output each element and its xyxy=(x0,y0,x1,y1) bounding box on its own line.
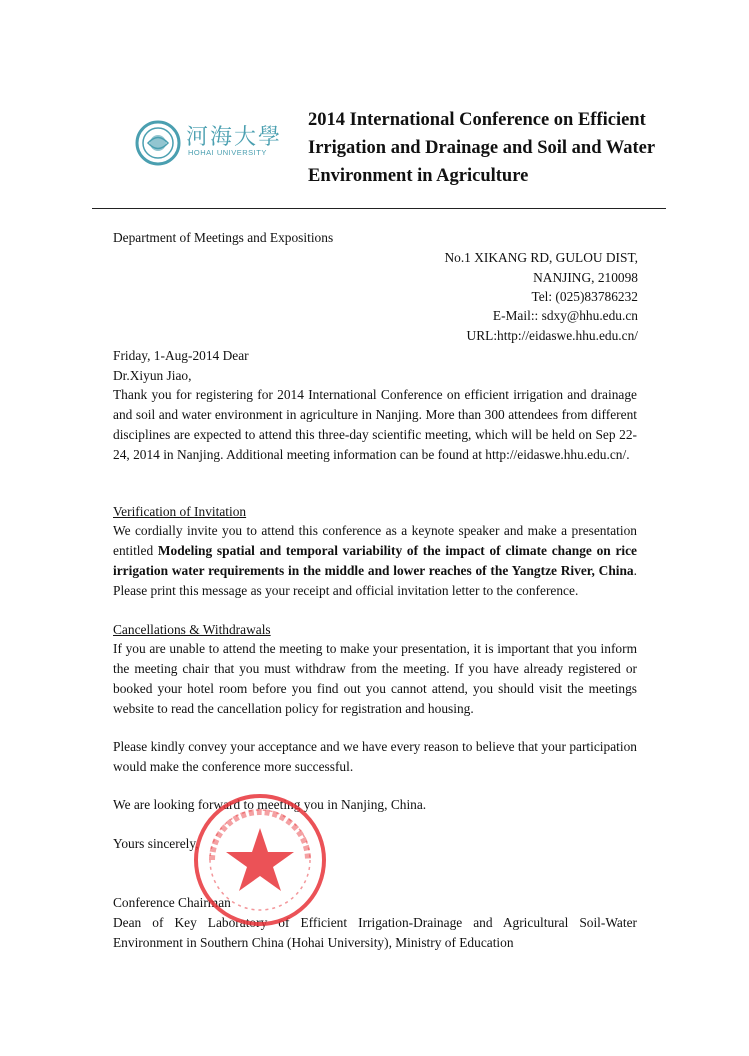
acceptance-paragraph: Please kindly convey your acceptance and we have every reason to believe that your participation would make the conference more successful. xyxy=(113,739,637,774)
cancellations-paragraph: If you are unable to attend the meeting to make your presentation, it is important that you inform the meeting chair that you must withdraw from the meeting. If you have already registered or booked your hotel room before you find out you cannot attend, you should visit the meetings website to read the cancellation policy for registration and housing. xyxy=(113,641,637,716)
university-logo xyxy=(134,118,289,168)
verification-text-pre: We cordially invite you to attend this conference as a keynote speaker and make a presentation entitled xyxy=(113,523,637,558)
verification-paragraph xyxy=(113,521,637,601)
verification-text-post: . Please print this message as your receipt and official invitation letter to the conference. xyxy=(113,563,637,598)
title-line-2: Irrigation and Drainage and Soil and Water xyxy=(308,138,656,158)
header-divider xyxy=(92,208,666,209)
title-line-1: 2014 International Conference on Efficient xyxy=(308,110,646,130)
signer-affiliation: Dean of Key Laboratory of Efficient Irrigation-Drainage and Agricultural Soil-Water Environment in Southern China (Hohai University), Ministry of Education xyxy=(113,915,637,950)
address-line-2: NANJING, 210098 xyxy=(533,270,638,285)
signer-title: Conference Chairman xyxy=(113,895,231,910)
address-line-1: No.1 XIKANG RD, GULOU DIST, xyxy=(444,250,638,265)
closing-line: We are looking forward to meeting you in Nanjing, China. xyxy=(113,797,427,812)
date-line: Friday, 1-Aug-2014 Dear xyxy=(113,348,249,363)
email: E-Mail:: sdxy@hhu.edu.cn xyxy=(492,308,638,323)
title-line-3: Environment in Agriculture xyxy=(308,166,529,186)
telephone: Tel: (025)83786232 xyxy=(531,289,638,304)
salutation: Dr.Xiyun Jiao, xyxy=(113,368,192,383)
seal-star-icon xyxy=(226,828,294,891)
website-url: URL:http://eidaswe.hhu.edu.cn/ xyxy=(466,328,638,343)
presentation-title: Modeling spatial and temporal variability of the impact of climate change on rice irrigation water requirements in the middle and lower reaches of the Yangtze River, China xyxy=(113,543,638,578)
intro-paragraph: Thank you for registering for 2014 International Conference on efficient irrigation and drainage and soil and water environment in agriculture in Nanjing. More than 300 attendees from different disciplines are expected to attend this three-day scientific meeting, which will be held on Sep 22-24, 2014 in Nanjing. Additional meeting information can be found at http://eidaswe.hhu.edu.cn/. xyxy=(113,387,637,462)
verification-heading: Verification of Invitation xyxy=(113,504,247,519)
conference-title xyxy=(308,106,668,190)
sign-off: Yours sincerely, xyxy=(113,836,199,851)
cancellations-heading: Cancellations & Withdrawals xyxy=(113,622,271,637)
department-name: Department of Meetings and Expositions xyxy=(113,230,334,245)
logo-chinese-text: 河海大學 xyxy=(186,125,283,150)
logo-english-text: HOHAI UNIVERSITY xyxy=(188,148,267,157)
official-seal-stamp xyxy=(190,790,330,930)
